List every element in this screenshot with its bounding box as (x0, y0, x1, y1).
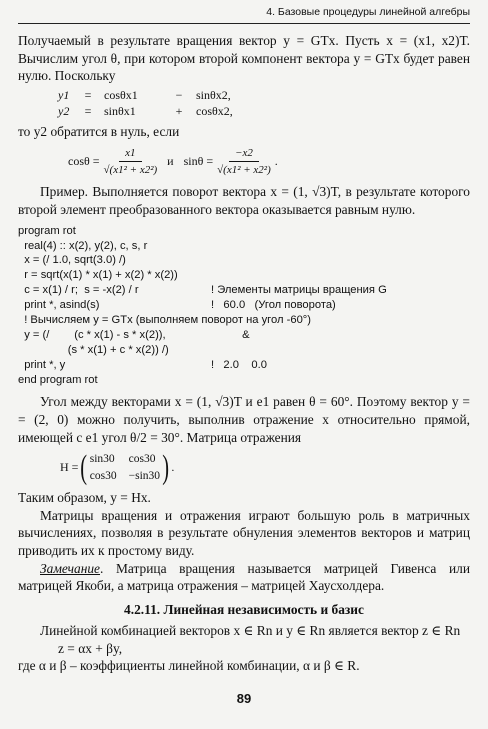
remark-label: Замечание (40, 560, 101, 576)
code-text: r = sqrt(x(1) * x(1) + x(2) * x(2)) (18, 269, 178, 282)
equation-cos-sin (68, 146, 470, 177)
eq-y1-lhs: y1 (58, 87, 70, 102)
code-line (18, 268, 470, 283)
eq-y2-op: + (175, 103, 183, 118)
h-lhs: H = (60, 459, 79, 474)
paragraph-zero-condition: то y2 обратится в нуль, если (18, 123, 180, 139)
paragraph-angle: Угол между векторами x = (1, √3)T и e1 равен θ = 60°. Поэтому вектор y = = (2, 0) можно получить, выполнив отражение x относительно прямой, имеющей с e1 угол θ/2 = 30°. Матрица отражения (18, 394, 470, 445)
paragraph-linear-combination: Линейной комбинацией векторов x ∈ Rn и y ∈ Rn является вектор z ∈ Rn (40, 622, 461, 638)
code-line (18, 343, 470, 358)
eq-end-period: . (274, 153, 278, 168)
equation-reflection-matrix (60, 448, 470, 486)
code-text: (s * x(1) + c * x(2)) /) (18, 343, 169, 356)
code-line (18, 358, 470, 373)
paragraph-rotation-intro: Получаемый в результате вращения вектор y = GTx. Пусть x = (x1, x2)T. Вычислим угол θ, при котором второй компонент вектора y = GTx будет равен нулю. Поскольку (18, 32, 470, 84)
paragraph-example: Пример. Выполняется поворот вектора x = (1, √3)T, в результате которого второй элемент преобразованного вектора оказывается равным нулю. (18, 184, 470, 217)
eq-y2-t1: sinθx1 (104, 103, 136, 118)
eq-y1-op: − (175, 87, 183, 102)
matrix-cell: cos30 (89, 469, 117, 482)
and-word: и (167, 153, 174, 168)
code-line (18, 298, 470, 313)
code-line (18, 224, 470, 239)
page-number: 89 (236, 691, 252, 706)
eq-y2-lhs: y2 (58, 103, 70, 118)
code-text: x = (/ 1.0, sqrt(3.0) /) (18, 254, 126, 267)
code-comment: & (211, 328, 250, 341)
remark-text: . Матрица вращения называется матрицей Гивенса или матрицей Якоби, а матрица отражения – матрицей Хаусхолдера. (18, 560, 470, 594)
equation-y2 (58, 104, 470, 120)
code-comment: ! 2.0 0.0 (211, 358, 267, 371)
cos-numerator: x1 (119, 146, 141, 162)
code-line (18, 373, 470, 388)
equation-y1 (58, 88, 470, 104)
matrix-grid (90, 451, 160, 486)
eq-y2-t2: cosθx2, (196, 103, 233, 118)
sin-denominator: √(x1² + x2²) (217, 163, 271, 176)
equation-system (58, 88, 470, 120)
sin-fraction (217, 146, 271, 177)
equation-z: z = αx + βy, (58, 640, 123, 656)
code-line (18, 328, 470, 343)
code-comment: ! Элементы матрицы вращения G (211, 284, 387, 297)
code-text: program rot (18, 224, 76, 237)
code-line (18, 239, 470, 254)
paragraph-coefficients: где α и β – коэффициенты линейной комбинации, α и β ∈ R. (18, 658, 360, 674)
code-text: ! Вычисляем y = GTx (выполняем поворот на угол -60°) (18, 314, 311, 327)
code-line (18, 313, 470, 328)
code-line (18, 283, 470, 298)
eq-y1-t2: sinθx2, (196, 87, 231, 102)
code-text: c = x(1) / r; s = -x(2) / r (18, 284, 139, 297)
sin-lhs: sinθ = (183, 153, 214, 168)
eq-y1-t1: cosθx1 (104, 87, 138, 102)
matrix-cell: cos30 (128, 452, 156, 465)
cos-denominator: √(x1² + x2²) (103, 163, 158, 176)
eq-y1-eq: = (84, 87, 92, 102)
book-page (18, 6, 470, 675)
paragraph-remark (18, 560, 470, 595)
matrix-cell: −sin30 (128, 469, 161, 482)
sin-numerator: −x2 (229, 146, 259, 162)
eq-y2-eq: = (84, 103, 92, 118)
code-line (18, 253, 470, 268)
cos-fraction (104, 146, 158, 177)
code-comment: ! 60.0 (Угол поворота) (211, 299, 336, 312)
code-text: print *, asind(s) (18, 299, 100, 312)
code-text: y = (/ (c * x(1) - s * x(2)), (18, 328, 166, 341)
paragraph-importance: Матрицы вращения и отражения играют большую роль в матричных вычислениях, позволяя в результате обнуления элементов векторов и матриц приводить их к простому виду. (18, 507, 470, 559)
right-paren: ) (162, 448, 170, 486)
cos-lhs: cosθ = (68, 153, 100, 168)
section-heading: 4.2.11. Линейная независимость и базис (124, 602, 364, 618)
paragraph-thus: Таким образом, y = Hx. (18, 490, 151, 506)
fortran-code-block (18, 224, 470, 388)
h-matrix (78, 448, 171, 486)
code-text: end program rot (18, 373, 98, 386)
running-header: 4. Базовые процедуры линейной алгебры (18, 6, 470, 24)
code-text: print *, y (18, 358, 66, 371)
matrix-cell: sin30 (89, 452, 115, 465)
left-paren: ( (80, 448, 88, 486)
h-end-period: . (171, 459, 175, 474)
code-text: real(4) :: x(2), y(2), c, s, r (18, 239, 148, 252)
